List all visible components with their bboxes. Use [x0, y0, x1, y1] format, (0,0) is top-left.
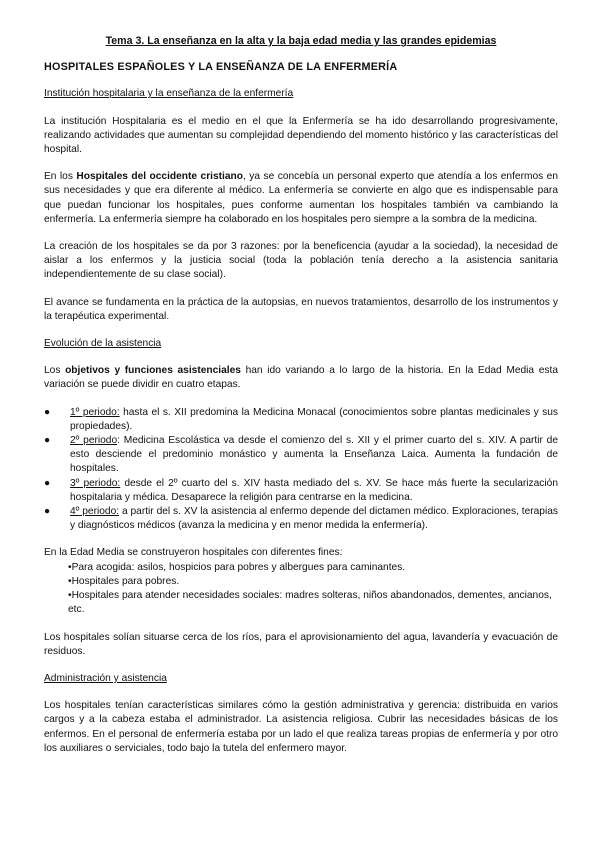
period-item: ● 3º periodo: desde el 2º cuarto del s. XIV hasta mediado del s. XV. Se hace más fuerte la secularización hospitalaria y médica. Desaparece la religión para centrarse en la medicina. — [44, 477, 558, 505]
document-title: Tema 3. La enseñanza en la alta y la baja edad media y las grandes epidemias — [105, 35, 497, 47]
paragraph: Los hospitales tenían características similares cómo la gestión administrativa y gerencia: distribuida en varios cargos y a la cabeza estaba el administrador. La asistencia religiosa. Cubrir las necesidades básicas de los enfermos. En el personal de enfermería estaba por un lado el que realiza tareas propias de enfermería y por otro los auxiliares o serviciales, todo bajo la tutela del enfermero mayor. — [44, 700, 558, 754]
paragraph: En la Edad Media se construyeron hospitales con diferentes fines: — [44, 547, 343, 559]
period-item: ● 1º periodo: hasta el s. XII predomina la Medicina Monacal (conocimientos sobre plantas medicinales y sus propiedades). — [44, 406, 558, 434]
bullet-icon: ● — [44, 435, 51, 447]
purpose-list — [68, 561, 558, 618]
period-label: 2º periodo — [70, 435, 118, 447]
paragraph: Los hospitales solían situarse cerca de los ríos, para el aprovisionamiento del agua, lavandería y evacuación de residuos. — [44, 631, 558, 657]
bullet-icon: ● — [44, 506, 51, 518]
period-item: ● 4º periodo: a partir del s. XV la asistencia al enfermo depende del dictamen médico. Exploraciones, terapias y diagnósticos médicos (avanza la medicina y en menor medida la enfermería). — [44, 505, 558, 533]
bold-term: Hospitales del occidente cristiano — [76, 171, 244, 183]
main-heading: HOSPITALES ESPAÑOLES Y LA ENSEÑANZA DE LA ENFERMERÍA — [44, 61, 398, 74]
paragraph: El avance se fundamenta en la práctica de la autopsias, en nuevos tratamientos, desarrollo de los instrumentos y la terapéutica experimental. — [44, 296, 558, 322]
list-item: •Para acogida: asilos, hospicios para pobres y albergues para caminantes. — [68, 561, 406, 573]
paragraph: La creación de los hospitales se da por 3 razones: por la beneficencia (ayudar a la sociedad), la necesidad de aislar a los enfermos y la justicia social (toda la población tenía derecho a la asistencia sanitaria independientemente de su clase social). — [44, 241, 558, 281]
list-item: •Hospitales para atender necesidades sociales: madres solteras, niños abandonados, dementes, ancianos, etc. — [68, 590, 552, 616]
bullet-icon: ● — [44, 406, 51, 418]
bold-term: objetivos y funciones asistenciales — [65, 365, 241, 377]
period-label: 3º periodo: — [70, 477, 121, 489]
section-heading-administracion: Administración y asistencia — [44, 672, 167, 684]
paragraph: La institución Hospitalaria es el medio en el que la Enfermería se ha ido desarrollando progresivamente, realizando actividades que aumentan su complejidad dependiendo del momento histórico y las características del hospital. — [44, 115, 558, 156]
section-heading-evolucion: Evolución de la asistencia — [44, 338, 162, 350]
paragraph: Los objetivos y funciones asistenciales han ido variando a lo largo de la historia. En la Edad Media esta variación se puede dividir en cuatro etapas. — [44, 365, 559, 391]
paragraph: En los Hospitales del occidente cristiano, ya se concebía un personal experto que atendía a los enfermos en sus necesidades y que era diferente al médico. La enfermería se convierte en algo que es indispensable para que puedan funcionar los hospitales, pues conforme aumentan los hospitales también va cambiando la enfermería. La enfermería siempre ha colaborado en los hospitales pero siempre a la sombra de la medicina. — [44, 171, 558, 225]
period-label: 1º periodo: — [70, 406, 120, 418]
bullet-icon: ● — [44, 477, 51, 489]
list-item: •Hospitales para pobres. — [68, 575, 180, 587]
period-label: 4º periodo: — [70, 506, 120, 518]
period-item: ● 2º periodo: Medicina Escolástica va desde el comienzo del s. XII y el primer cuarto del s. XIV. A partir de esto desciende el predominio monástico y aumenta la Enseñanza Laica. Aumenta la fundación de hospitales. — [44, 434, 558, 477]
section-heading-institucion: Institución hospitalaria y la enseñanza de la enfermería — [44, 88, 294, 100]
document-page — [44, 34, 558, 769]
